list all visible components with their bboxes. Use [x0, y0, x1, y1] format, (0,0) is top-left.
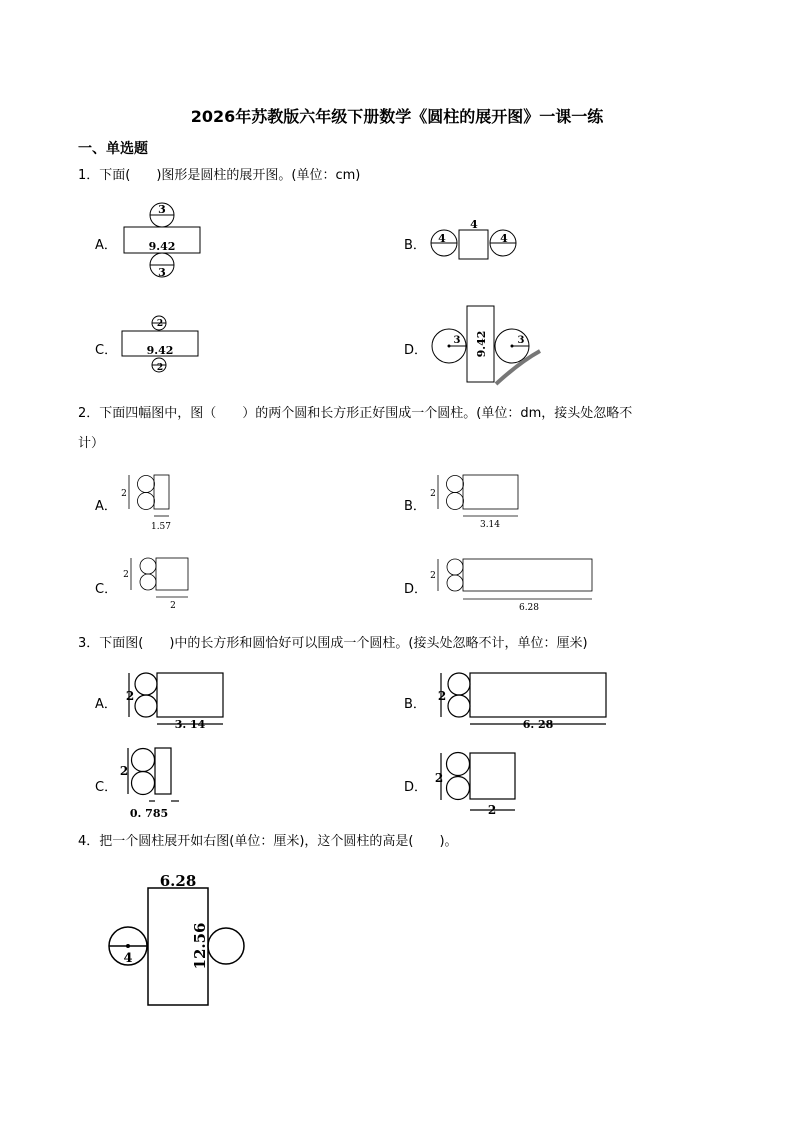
q3a-width-label: 3. 14 [174, 718, 206, 731]
q2d-height-label: 2 [430, 571, 436, 581]
q1-option-a-figure[interactable] [120, 200, 210, 280]
question-3: 3．下面图( )中的长方形和圆恰好可以围成一个圆柱。(接头处忽略不计，单位：厘米) [78, 636, 588, 651]
q1d-left-circle-label: 3 [453, 335, 461, 346]
q1-option-d-label[interactable]: D． [404, 343, 428, 358]
q3-option-c-figure[interactable] [119, 745, 194, 821]
q3b-width-label: 6. 28 [522, 718, 554, 731]
q3-option-b-label[interactable]: B． [404, 697, 426, 712]
q2-option-c-figure[interactable] [121, 555, 196, 613]
q2a-width-label: 1.57 [150, 522, 172, 532]
q1a-top-circle-label: 3 [158, 203, 166, 216]
q1b-left-circle-label: 4 [438, 232, 446, 245]
q3c-height-label: 2 [119, 764, 129, 778]
q1c-top-circle-label: 2 [156, 319, 164, 329]
q2b-width-label: 3.14 [479, 520, 501, 530]
q2c-height-label: 2 [123, 570, 129, 580]
q1-option-c-label[interactable]: C． [95, 343, 118, 358]
section-heading: 一、单选题 [78, 141, 148, 157]
q4-top-length-label: 6.28 [159, 872, 197, 890]
question-2-line-2: 计） [78, 436, 105, 451]
q1a-bottom-circle-label: 3 [158, 266, 166, 279]
q3-option-d-figure[interactable] [432, 750, 522, 818]
q2d-width-label: 6.28 [518, 603, 540, 613]
q1-option-b-label[interactable]: B． [404, 238, 426, 253]
q2-option-a-figure[interactable] [119, 472, 179, 534]
question-1: 1．下面( )图形是圆柱的展开图。(单位：cm) [78, 168, 361, 183]
question-4: 4．把一个圆柱展开如右图(单位：厘米)，这个圆柱的高是( )。 [78, 834, 458, 849]
q1d-right-circle-label: 3 [517, 335, 525, 346]
q2-option-b-label[interactable]: B． [404, 499, 426, 514]
q2c-width-label: 2 [170, 601, 176, 611]
q3-option-a-figure[interactable] [120, 670, 230, 732]
q2-option-b-figure[interactable] [428, 472, 523, 532]
q1c-rect-label: 9.42 [146, 344, 174, 357]
question-2-line-1: 2．下面四幅图中，图（ ）的两个圆和长方形正好围成一个圆柱。(单位：dm，接头处忽略不 [78, 406, 633, 421]
q1b-right-circle-label: 4 [500, 232, 508, 245]
q3c-width-label: 0. 785 [129, 807, 169, 820]
q1-option-c-figure[interactable] [120, 314, 205, 376]
q3b-height-label: 2 [437, 689, 447, 703]
q2-option-d-label[interactable]: D． [404, 582, 428, 597]
q3-option-d-label[interactable]: D． [404, 780, 428, 795]
q1a-rect-label: 9.42 [148, 240, 176, 253]
q1-option-b-figure[interactable] [430, 218, 525, 268]
q1-option-a-label[interactable]: A． [95, 238, 117, 253]
page-title: 2026年苏教版六年级下册数学《圆柱的展开图》一课一练 [190, 107, 604, 126]
q4-circle-label: 4 [123, 951, 133, 966]
q3d-width-label: 2 [487, 803, 497, 817]
q4-figure [100, 868, 250, 1010]
q3-option-b-figure[interactable] [432, 670, 612, 732]
q3a-height-label: 2 [125, 689, 135, 703]
q3-option-c-label[interactable]: C． [95, 780, 118, 795]
q3-option-a-label[interactable]: A． [95, 697, 117, 712]
q2-option-c-label[interactable]: C． [95, 582, 118, 597]
q1b-rect-label: 4 [470, 218, 478, 231]
q1-option-d-figure[interactable] [430, 306, 545, 388]
q2-option-d-figure[interactable] [428, 556, 598, 614]
q1d-rect-label: 9.42 [475, 330, 488, 358]
q1c-bottom-circle-label: 2 [156, 363, 164, 373]
q2-option-a-label[interactable]: A． [95, 499, 117, 514]
q3d-height-label: 2 [434, 771, 444, 785]
q2a-height-label: 2 [121, 489, 127, 499]
q2b-height-label: 2 [430, 489, 436, 499]
q4-side-length-label: 12.56 [191, 922, 209, 970]
